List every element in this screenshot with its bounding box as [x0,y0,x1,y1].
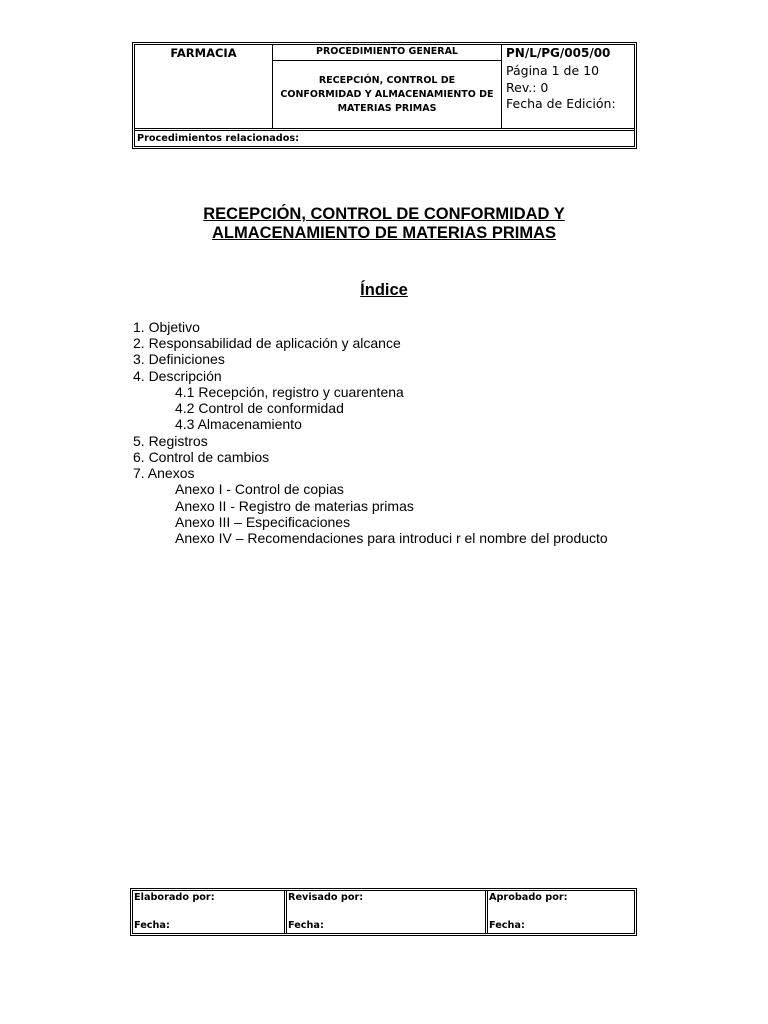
page-title-line: RECEPCIÓN, CONTROL DE CONFORMIDAD Y [203,205,565,223]
index-heading [0,280,768,300]
edition-date-label: Fecha de Edición: [506,96,616,111]
toc-item: 7. Anexos [133,465,195,482]
signature-table [130,888,637,936]
toc-subitem: 4.2 Control de conformidad [175,400,344,417]
approved-date-label: Fecha: [489,920,525,931]
toc-item: 5. Registros [133,432,208,449]
header-procedure-title [273,74,501,116]
reviewed-date-label: Fecha: [288,920,324,931]
index-heading-text: Índice [360,281,408,299]
revision-number: Rev.: 0 [506,79,549,95]
header-table [132,42,637,149]
department-label: FARMACIA [170,46,237,60]
toc-subitem: Anexo I - Control de copias [175,481,344,498]
toc-item: 4. Descripción [133,367,222,384]
reviewed-by-label: Revisado por: [288,892,364,903]
prepared-by-label: Elaborado por: [134,892,215,903]
toc-subitem: Anexo III – Especificaciones [175,513,351,530]
header-title-line: CONFORMIDAD Y ALMACENAMIENTO DE [280,89,494,100]
toc-subitem: Anexo IV – Recomendaciones para introduci r el nombre del producto [175,530,608,547]
toc-subitem: 4.3 Almacenamiento [175,416,302,433]
toc-subitem: 4.1 Recepción, registro y cuarentena [175,383,404,400]
toc-item: 2. Responsabilidad de aplicación y alcance [133,335,401,352]
header-title-line: RECEPCIÓN, CONTROL DE [318,75,456,86]
approved-by-label: Aprobado por: [489,892,568,903]
signature-cell-approved [485,891,634,933]
table-of-contents [133,319,733,546]
page-number: Página 1 de 10 [506,63,600,78]
page-title-line: ALMACENAMIENTO DE MATERIAS PRIMAS [211,224,557,242]
document-code: PN/L/PG/005/00 [506,46,611,60]
toc-item: 3. Definiciones [133,351,225,368]
document-metadata [502,45,634,113]
toc-subitem: Anexo II - Registro de materias primas [175,497,414,514]
signature-cell-prepared [133,891,284,933]
toc-item: 1. Objetivo [133,319,200,335]
header-title-line: MATERIAS PRIMAS [337,103,437,114]
related-procedures-label: Procedimientos relacionados: [135,128,634,146]
toc-item: 6. Control de cambios [133,448,270,465]
document-type: PROCEDIMIENTO GENERAL [273,45,501,61]
signature-cell-reviewed [284,891,485,933]
prepared-date-label: Fecha: [134,920,170,931]
page-title [0,205,768,243]
